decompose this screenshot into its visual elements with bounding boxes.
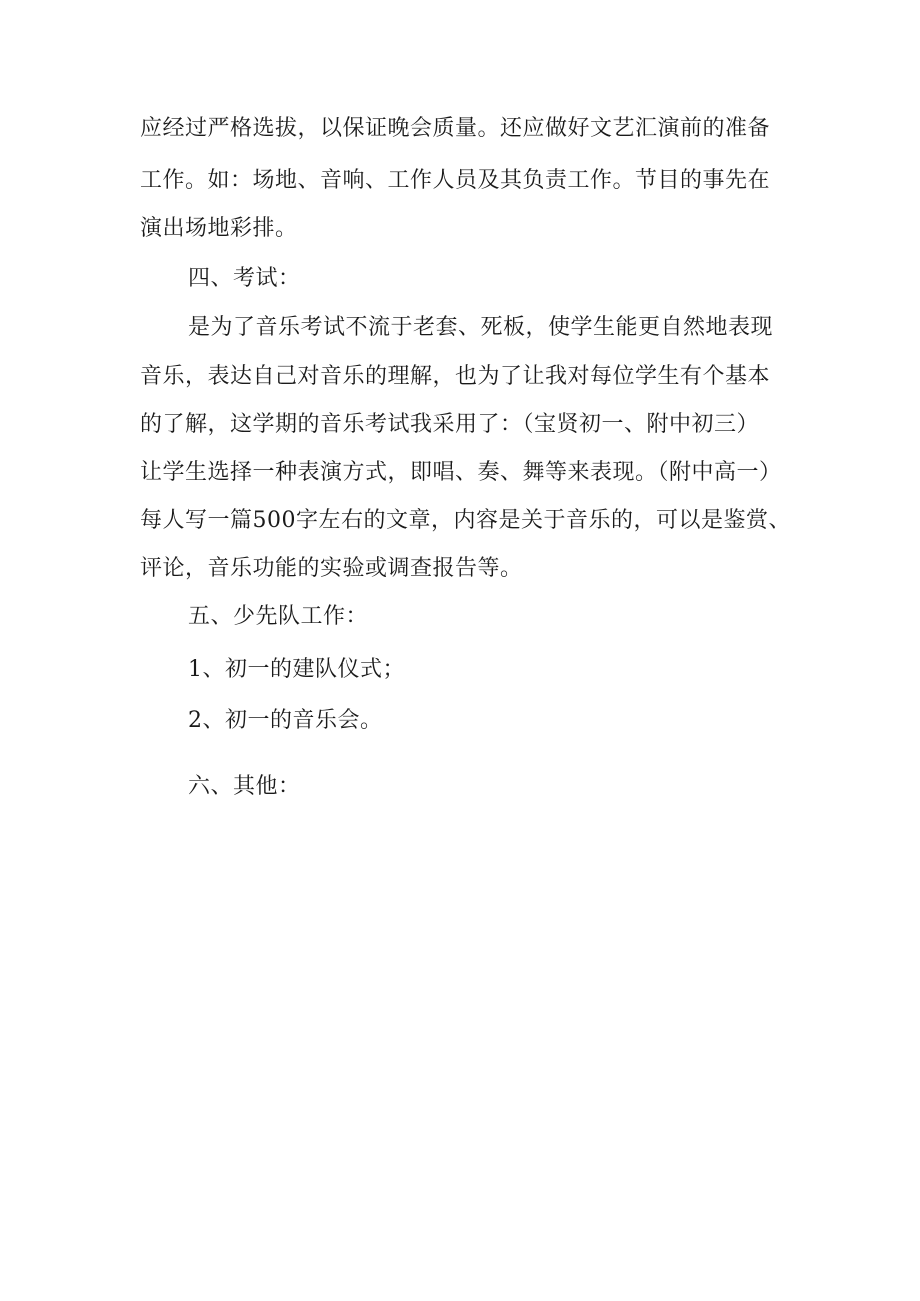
paragraph-line: 音乐，表达自己对音乐的理解，也为了让我对每位学生有个基本 xyxy=(140,364,771,389)
paragraph-line: 的了解，这学期的音乐考试我采用了：（宝贤初一、附中初三） xyxy=(140,412,760,437)
section-heading-young-pioneers: 五、少先队工作： xyxy=(188,604,369,629)
section-heading-exam: 四、考试： xyxy=(188,266,301,291)
paragraph-line: 评论，音乐功能的实验或调查报告等。 xyxy=(140,556,523,581)
list-item: 2、初一的音乐会。 xyxy=(188,708,383,733)
paragraph-line: 演出场地彩排。 xyxy=(140,216,298,241)
paragraph-line: 是为了音乐考试不流于老套、死板，使学生能更自然地表现 xyxy=(188,315,774,340)
paragraph-line: 每人写一篇500字左右的文章，内容是关于音乐的，可以是鉴赏、 xyxy=(140,508,791,533)
list-item: 1、初一的建队仪式； xyxy=(188,657,405,682)
paragraph-line: 让学生选择一种表演方式，即唱、奏、舞等来表现。（附中高一） xyxy=(140,460,782,485)
section-heading-other: 六、其他： xyxy=(188,774,301,799)
paragraph-line: 应经过严格选拔，以保证晚会质量。还应做好文艺汇演前的准备 xyxy=(140,116,771,141)
paragraph-line: 工作。如：场地、音响、工作人员及其负责工作。节目的事先在 xyxy=(140,168,771,193)
